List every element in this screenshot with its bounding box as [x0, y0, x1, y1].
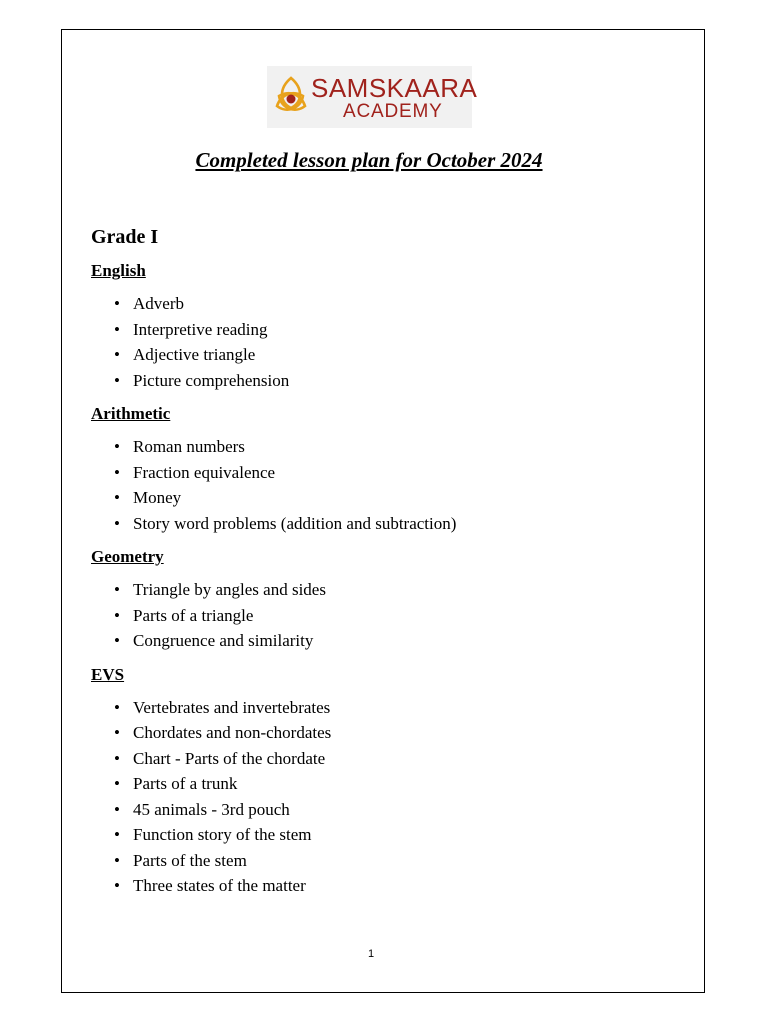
document-page [61, 29, 705, 993]
list-item [114, 695, 671, 721]
list-item [114, 342, 671, 368]
bullet-icon: • [114, 825, 120, 844]
topic-text: Function story of the stem [133, 825, 312, 844]
bullet-icon: • [114, 319, 120, 339]
topic-text: Parts of a trunk [133, 774, 238, 793]
subject-section-geometry [91, 546, 671, 654]
list-item [114, 628, 671, 654]
list-item [114, 873, 671, 899]
subject-heading: Geometry [91, 547, 164, 566]
topic-text: Adverb [133, 294, 184, 313]
list-item [114, 797, 671, 823]
document-title: Completed lesson plan for October 2024 [195, 148, 543, 172]
list-item [114, 822, 671, 848]
topic-text: Parts of the stem [133, 850, 247, 870]
page-number: 1 [367, 948, 375, 960]
bullet-icon: • [114, 850, 120, 870]
topic-text: Interpretive reading [133, 319, 268, 339]
bullet-icon: • [114, 605, 120, 625]
list-item [114, 848, 671, 874]
topic-list [91, 577, 671, 654]
list-item [114, 434, 671, 460]
topic-text: Triangle by angles and sides [133, 580, 326, 599]
bullet-icon: • [114, 876, 120, 895]
bullet-icon: • [114, 631, 120, 650]
bullet-icon: • [114, 437, 120, 456]
bullet-icon: • [114, 513, 120, 533]
topic-text: Fraction equivalence [133, 462, 276, 482]
topic-text: Parts of a triangle [133, 605, 254, 625]
academy-logo [267, 66, 478, 128]
subject-section-arithmetic [91, 403, 671, 536]
bullet-icon: • [114, 370, 120, 390]
list-item [114, 771, 671, 797]
bullet-icon: • [114, 580, 120, 599]
bullet-icon: • [114, 723, 120, 742]
list-item [114, 291, 671, 317]
logo-line-2: ACADEMY [343, 101, 443, 122]
topic-text: Story word problems (addition and subtraction) [133, 513, 457, 533]
list-item [114, 720, 671, 746]
topic-text: Congruence and similarity [133, 631, 314, 650]
bullet-icon: • [114, 748, 120, 768]
topic-text: Vertebrates and invertebrates [133, 697, 331, 717]
topic-text: Picture comprehension [133, 370, 290, 390]
subject-section-evs [91, 664, 671, 899]
logo-line-1: SAMSKAARA [311, 73, 478, 103]
topic-text: Roman numbers [133, 437, 245, 456]
topic-text: Money [133, 488, 182, 507]
bullet-icon: • [114, 345, 120, 364]
subject-section-english [91, 260, 671, 393]
topic-text: Chart - Parts of the chordate [133, 748, 326, 768]
list-item [114, 460, 671, 486]
topic-list [91, 695, 671, 899]
topic-list [91, 291, 671, 393]
topic-text: 45 animals - 3rd pouch [133, 799, 290, 819]
subject-heading: EVS [91, 664, 125, 684]
list-item [114, 368, 671, 394]
bullet-icon: • [114, 799, 120, 819]
topic-list [91, 434, 671, 536]
topic-text: Chordates and non-chordates [133, 723, 332, 742]
lesson-content [91, 224, 671, 899]
list-item [114, 317, 671, 343]
topic-text: Adjective triangle [133, 345, 256, 364]
triquetra-logo-icon [271, 72, 311, 118]
bullet-icon: • [114, 462, 120, 482]
grade-heading: Grade I [91, 226, 159, 248]
subject-heading: English [91, 261, 146, 280]
topic-text: Three states of the matter [133, 876, 306, 895]
list-item [114, 746, 671, 772]
list-item [114, 511, 671, 537]
bullet-icon: • [114, 294, 120, 313]
bullet-icon: • [114, 488, 120, 507]
list-item [114, 577, 671, 603]
list-item [114, 485, 671, 511]
bullet-icon: • [114, 774, 120, 793]
list-item [114, 603, 671, 629]
bullet-icon: • [114, 697, 120, 717]
subject-heading: Arithmetic [91, 404, 171, 423]
